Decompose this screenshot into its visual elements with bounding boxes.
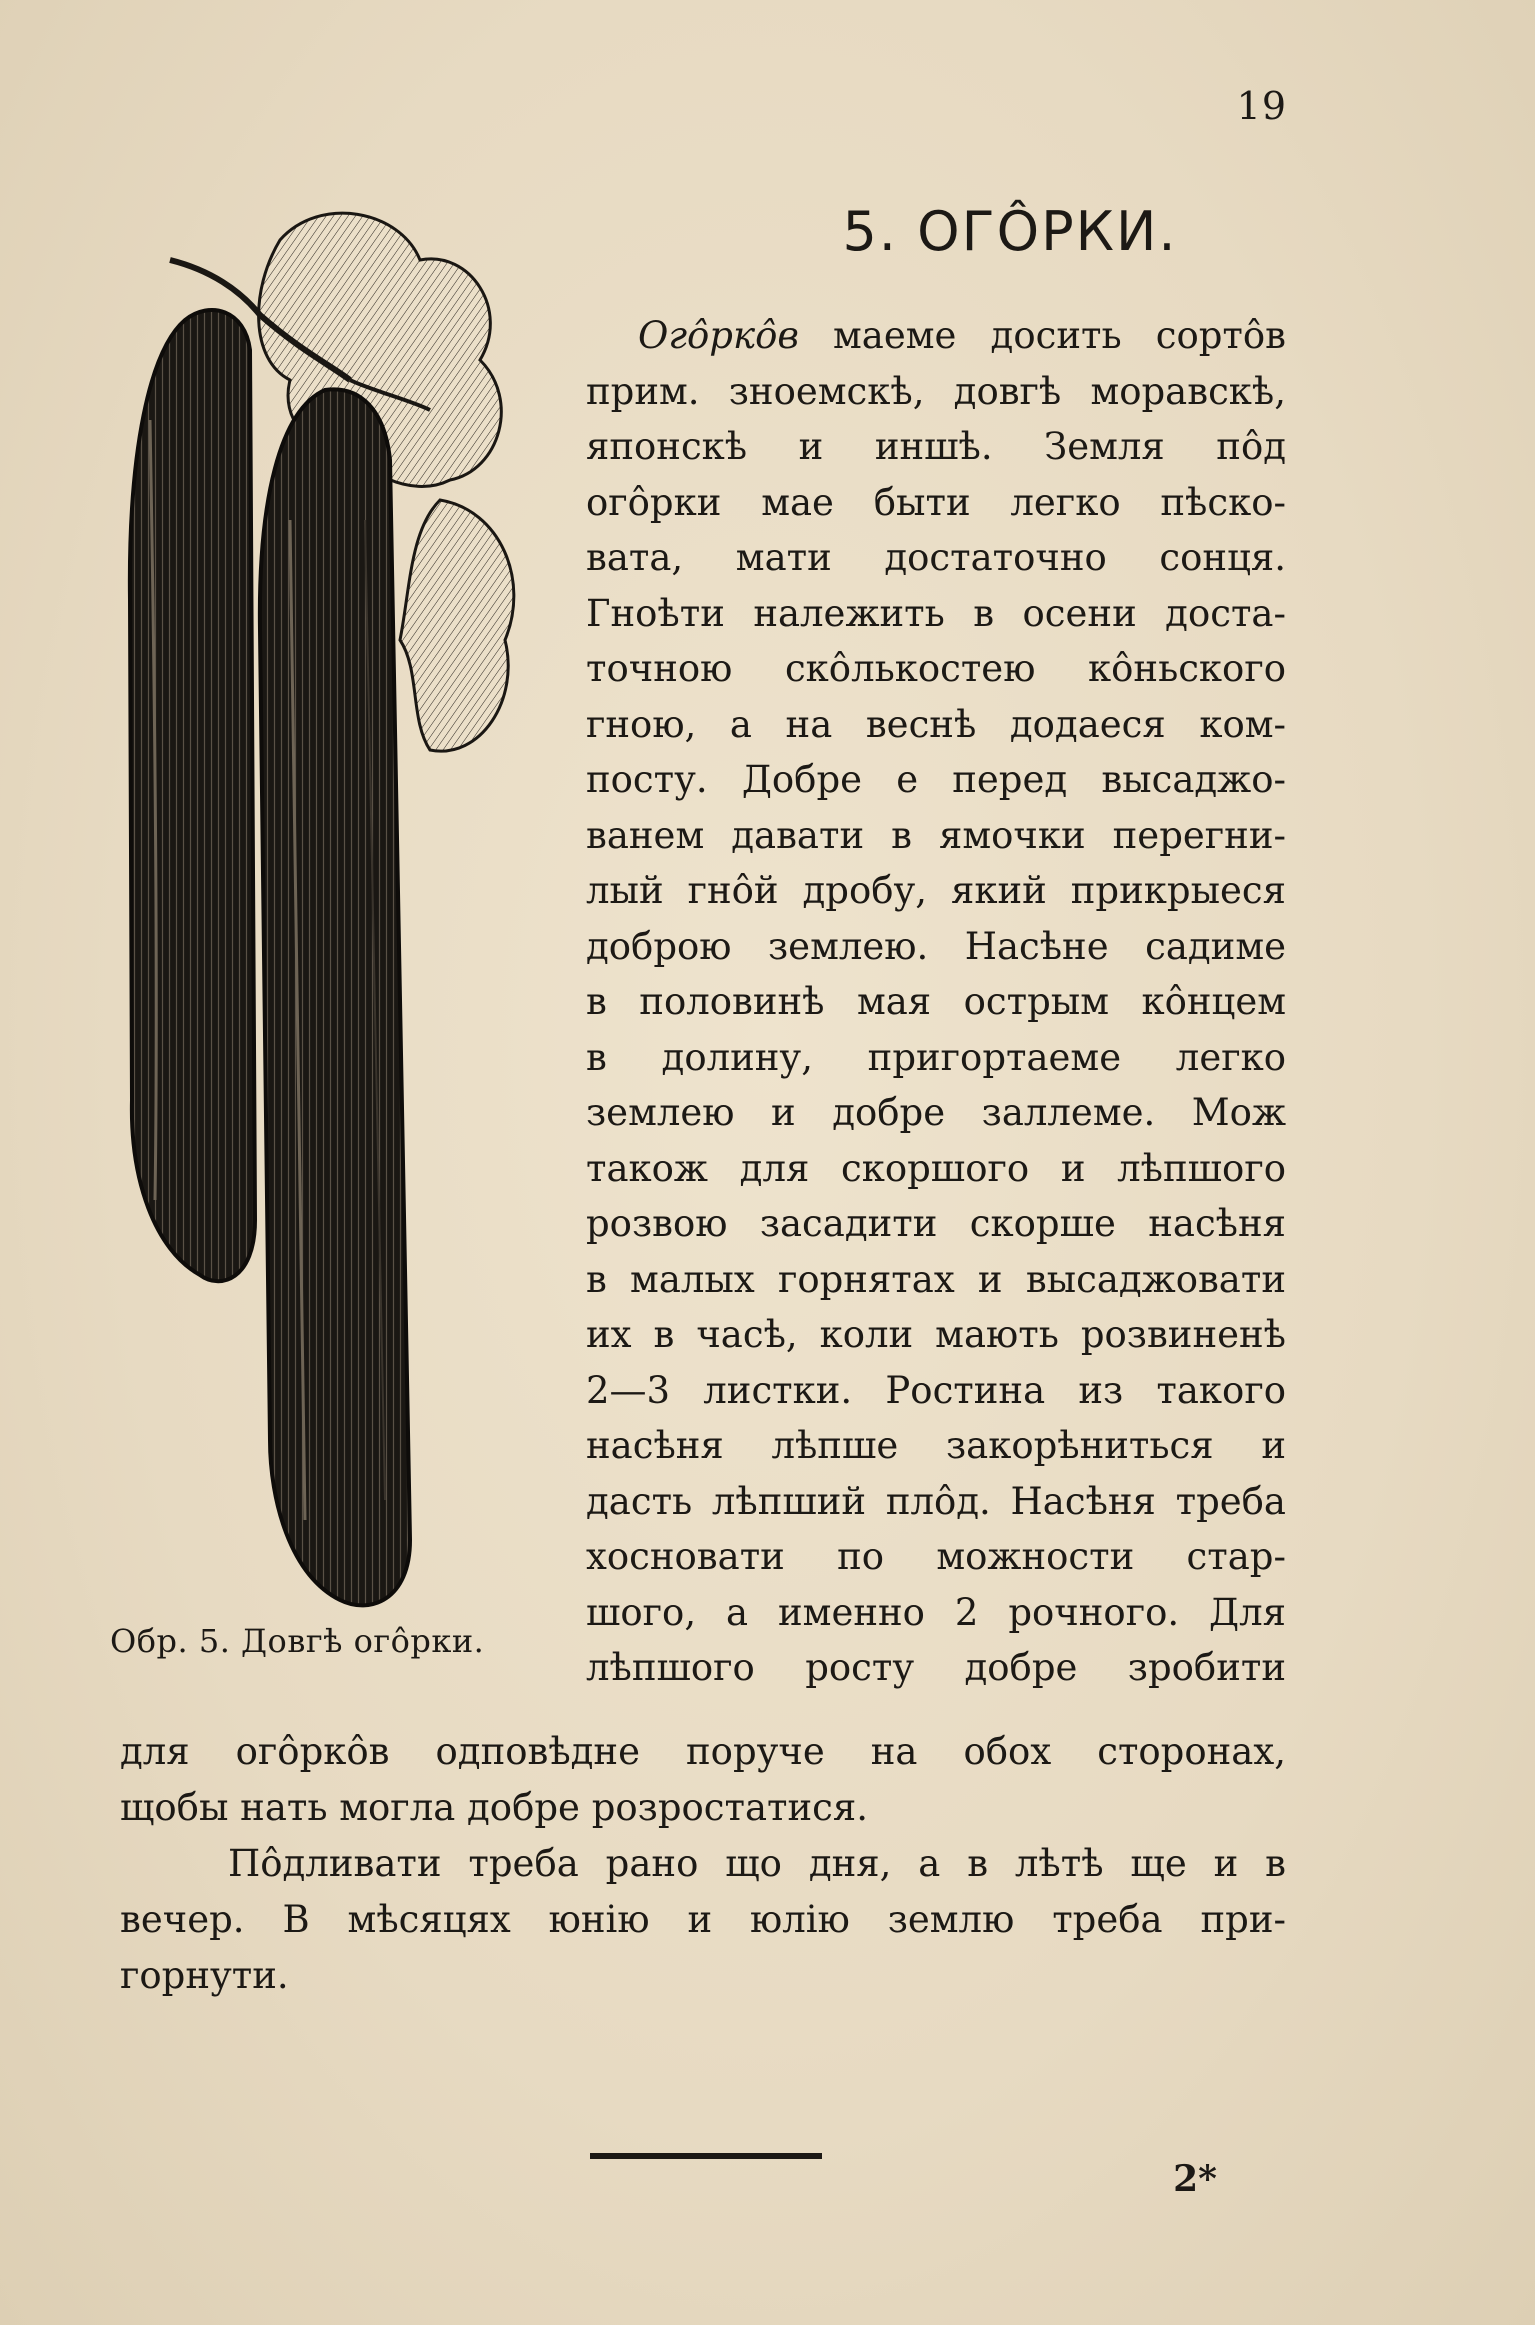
- text-line: Гноѣти належить в осени доста-: [586, 591, 1286, 635]
- text-line: лѣпшого росту добре зробити: [586, 1646, 1286, 1689]
- text-line: землею и добре заллеме. Мож: [586, 1091, 1286, 1134]
- text-line: шого, а именно 2 рочного. Для: [586, 1590, 1286, 1634]
- chapter-title: 5. ОГÔРКИ.: [842, 200, 1178, 263]
- text-fragment: маеме досить сортôв: [798, 314, 1286, 357]
- text-line: для огôркôв одповѣдне поруче на обох сторонах,: [120, 1730, 1286, 1773]
- text-line: також для скоршого и лѣпшого: [586, 1146, 1286, 1190]
- text-line: щобы нать могла добре розростатися.: [120, 1786, 869, 1829]
- text-line: точною скôлькостею кôньского: [586, 647, 1286, 690]
- text-line: вата, мати достаточно сонця.: [586, 536, 1286, 579]
- text-line: дасть лѣпший плôд. Насѣня треба: [586, 1479, 1286, 1523]
- text-line: лый гнôй дробу, який прикрыеся: [586, 869, 1286, 912]
- text-line: вечер. В мѣсяцях юнію и юлію землю треба при-: [120, 1898, 1286, 1941]
- text-line: розвою засадити скорше насѣня: [586, 1202, 1286, 1245]
- main-text-column: [586, 308, 1286, 1696]
- full-width-text: [120, 1724, 1286, 2004]
- text-line: ванем давати в ямочки перегни-: [586, 813, 1286, 857]
- text-line: в долину, пригортаеме легко: [586, 1035, 1286, 1079]
- text-line: прим. зноемскѣ, довгѣ моравскѣ,: [586, 369, 1286, 413]
- section-end-rule: [590, 2153, 822, 2159]
- page-number: 19: [1236, 84, 1287, 128]
- text-line: горнути.: [120, 1954, 289, 1997]
- text-line: доброю землею. Насѣне садиме: [586, 924, 1286, 968]
- signature-mark: 2*: [1173, 2158, 1217, 2200]
- text-line: огôрки мае быти легко пѣско-: [586, 480, 1286, 524]
- cucumber-illustration-icon: [110, 200, 530, 1620]
- text-line: их в часѣ, коли мають розвиненѣ: [586, 1313, 1286, 1356]
- text-line: 2—3 листки. Ростина из такого: [586, 1368, 1286, 1412]
- figure-caption: Обр. 5. Довгѣ огôрки.: [110, 1622, 485, 1660]
- text-line: в малых горнятах и высаджовати: [586, 1257, 1286, 1301]
- text-line: посту. Добре е перед высаджо-: [586, 758, 1286, 801]
- text-line: [586, 308, 1286, 364]
- italic-term: Огôркôв: [638, 314, 799, 357]
- text-line: в половинѣ мая острым кôнцем: [586, 980, 1286, 1023]
- text-line: хосновати по можности стар-: [586, 1535, 1286, 1578]
- paragraph-start-line: Пôдливати треба рано що дня, а в лѣтѣ ще и в: [228, 1842, 1286, 1885]
- text-line: насѣня лѣпше закорѣниться и: [586, 1424, 1286, 1467]
- text-line: японскѣ и иншѣ. Земля пôд: [586, 425, 1286, 468]
- text-line: гною, а на веснѣ додаеся ком-: [586, 702, 1286, 746]
